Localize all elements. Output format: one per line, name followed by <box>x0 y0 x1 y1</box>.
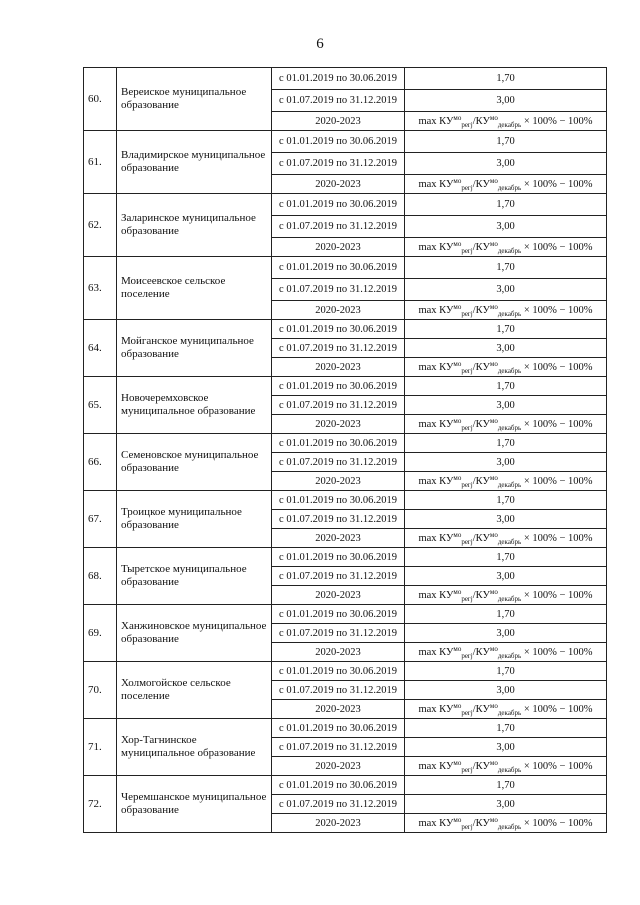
row-number: 71. <box>84 719 117 776</box>
formula-slash: /КУ <box>472 703 490 715</box>
row-number: 63. <box>84 257 117 320</box>
period-first-half: с 01.01.2019 по 30.06.2019 <box>272 776 405 795</box>
formula-sub-2: декабрь <box>497 120 522 129</box>
period-2020-2023: 2020-2023 <box>272 529 405 548</box>
formula-prefix: max КУ <box>418 115 454 127</box>
value-first-half: 1,70 <box>405 662 607 681</box>
formula-sup-1: мо <box>453 113 462 122</box>
municipality-name: Троицкое муниципальное образование <box>117 491 272 548</box>
formula-slash: /КУ <box>472 589 490 601</box>
row-number: 64. <box>84 320 117 377</box>
period-2020-2023: 2020-2023 <box>272 814 405 833</box>
row-number: 70. <box>84 662 117 719</box>
period-first-half: с 01.01.2019 по 30.06.2019 <box>272 605 405 624</box>
period-second-half: с 01.07.2019 по 31.12.2019 <box>272 510 405 529</box>
period-2020-2023: 2020-2023 <box>272 112 405 131</box>
formula-sub-1: регj <box>461 765 473 774</box>
value-first-half: 1,70 <box>405 68 607 90</box>
formula-slash: /КУ <box>472 418 490 430</box>
formula-prefix: max КУ <box>418 817 454 829</box>
formula <box>418 417 592 432</box>
formula-sub-1: регj <box>461 822 473 831</box>
formula-suffix: × 100% − 100% <box>521 241 593 253</box>
value-second-half: 3,00 <box>405 339 607 358</box>
formula-sup-2: мо <box>489 416 498 425</box>
municipality-name: Вереиское муниципальное образование <box>117 68 272 131</box>
formula-sup-2: мо <box>489 758 498 767</box>
formula-prefix: max КУ <box>418 532 454 544</box>
formula-cell <box>405 301 607 320</box>
formula-cell <box>405 757 607 776</box>
period-first-half: с 01.01.2019 по 30.06.2019 <box>272 434 405 453</box>
formula-sub-2: декабрь <box>497 708 522 717</box>
municipality-name: Ханжиновское муниципальное образование <box>117 605 272 662</box>
value-first-half: 1,70 <box>405 377 607 396</box>
formula-suffix: × 100% − 100% <box>521 646 593 658</box>
period-first-half: с 01.01.2019 по 30.06.2019 <box>272 377 405 396</box>
value-second-half: 3,00 <box>405 738 607 757</box>
formula-suffix: × 100% − 100% <box>521 703 593 715</box>
formula-sub-1: регj <box>461 246 473 255</box>
formula-cell <box>405 643 607 662</box>
period-2020-2023: 2020-2023 <box>272 301 405 320</box>
formula-sub-1: регj <box>461 480 473 489</box>
formula <box>418 588 592 603</box>
formula-sub-2: декабрь <box>497 366 522 375</box>
row-number: 62. <box>84 194 117 257</box>
formula-sup-2: мо <box>489 473 498 482</box>
municipality-name: Владимирское муниципальное образование <box>117 131 272 194</box>
formula-suffix: × 100% − 100% <box>521 178 593 190</box>
formula-prefix: max КУ <box>418 760 454 772</box>
value-second-half: 3,00 <box>405 681 607 700</box>
value-second-half: 3,00 <box>405 90 607 112</box>
formula-suffix: × 100% − 100% <box>521 304 593 316</box>
formula <box>418 702 592 717</box>
formula-sup-2: мо <box>489 359 498 368</box>
table-row <box>84 320 607 339</box>
formula-sup-2: мо <box>489 239 498 248</box>
formula-suffix: × 100% − 100% <box>521 475 593 487</box>
period-2020-2023: 2020-2023 <box>272 586 405 605</box>
municipality-name: Моисеевское сельское поселение <box>117 257 272 320</box>
municipality-name: Семеновское муниципальное образование <box>117 434 272 491</box>
row-number: 61. <box>84 131 117 194</box>
formula <box>418 474 592 489</box>
period-first-half: с 01.01.2019 по 30.06.2019 <box>272 194 405 216</box>
period-second-half: с 01.07.2019 по 31.12.2019 <box>272 681 405 700</box>
period-2020-2023: 2020-2023 <box>272 238 405 257</box>
formula-cell <box>405 700 607 719</box>
period-2020-2023: 2020-2023 <box>272 472 405 491</box>
formula-suffix: × 100% − 100% <box>521 760 593 772</box>
value-second-half: 3,00 <box>405 795 607 814</box>
period-second-half: с 01.07.2019 по 31.12.2019 <box>272 279 405 301</box>
formula <box>418 360 592 375</box>
formula-prefix: max КУ <box>418 646 454 658</box>
table-row <box>84 434 607 453</box>
period-second-half: с 01.07.2019 по 31.12.2019 <box>272 567 405 586</box>
formula-sub-1: регj <box>461 423 473 432</box>
formula-sub-1: регj <box>461 537 473 546</box>
table-row <box>84 131 607 153</box>
formula <box>418 303 592 318</box>
formula-cell <box>405 472 607 491</box>
formula-cell <box>405 238 607 257</box>
formula-slash: /КУ <box>472 178 490 190</box>
formula-suffix: × 100% − 100% <box>521 115 593 127</box>
formula <box>418 177 592 192</box>
municipality-name: Черемшанское муниципальное образование <box>117 776 272 833</box>
formula-cell <box>405 586 607 605</box>
formula-sup-1: мо <box>453 644 462 653</box>
formula-sup-1: мо <box>453 758 462 767</box>
municipality-name: Хор-Тагнинское муниципальное образование <box>117 719 272 776</box>
formula-sup-2: мо <box>489 176 498 185</box>
formula-suffix: × 100% − 100% <box>521 418 593 430</box>
row-number: 60. <box>84 68 117 131</box>
municipality-name: Холмогойское сельское поселение <box>117 662 272 719</box>
formula-sup-1: мо <box>453 473 462 482</box>
municipality-name: Заларинское муниципальное образование <box>117 194 272 257</box>
formula-prefix: max КУ <box>418 304 454 316</box>
period-first-half: с 01.01.2019 по 30.06.2019 <box>272 662 405 681</box>
formula-slash: /КУ <box>472 646 490 658</box>
municipality-name: Мойганское муниципальное образование <box>117 320 272 377</box>
formula-cell <box>405 112 607 131</box>
row-number: 69. <box>84 605 117 662</box>
formula-cell <box>405 529 607 548</box>
period-first-half: с 01.01.2019 по 30.06.2019 <box>272 548 405 567</box>
formula-sup-1: мо <box>453 416 462 425</box>
formula-sup-2: мо <box>489 701 498 710</box>
formula <box>418 240 592 255</box>
formula-slash: /КУ <box>472 532 490 544</box>
formula-sub-2: декабрь <box>497 309 522 318</box>
table-row <box>84 776 607 795</box>
formula-prefix: max КУ <box>418 241 454 253</box>
value-first-half: 1,70 <box>405 434 607 453</box>
value-first-half: 1,70 <box>405 719 607 738</box>
formula-sup-1: мо <box>453 530 462 539</box>
formula-sub-1: регj <box>461 366 473 375</box>
period-2020-2023: 2020-2023 <box>272 643 405 662</box>
value-first-half: 1,70 <box>405 776 607 795</box>
formula-sub-1: регj <box>461 594 473 603</box>
row-number: 67. <box>84 491 117 548</box>
formula-sub-1: регj <box>461 120 473 129</box>
row-number: 66. <box>84 434 117 491</box>
value-first-half: 1,70 <box>405 548 607 567</box>
table-row <box>84 719 607 738</box>
tariff-table-body <box>84 68 607 833</box>
value-first-half: 1,70 <box>405 320 607 339</box>
formula-sup-2: мо <box>489 530 498 539</box>
value-second-half: 3,00 <box>405 396 607 415</box>
municipality-name: Новочеремховское муниципальное образование <box>117 377 272 434</box>
table-row <box>84 194 607 216</box>
page-number: 6 <box>316 36 324 52</box>
table-row <box>84 548 607 567</box>
formula-slash: /КУ <box>472 241 490 253</box>
value-first-half: 1,70 <box>405 491 607 510</box>
period-second-half: с 01.07.2019 по 31.12.2019 <box>272 339 405 358</box>
period-second-half: с 01.07.2019 по 31.12.2019 <box>272 153 405 175</box>
formula-sub-2: декабрь <box>497 246 522 255</box>
value-first-half: 1,70 <box>405 605 607 624</box>
table-row <box>84 257 607 279</box>
formula-slash: /КУ <box>472 304 490 316</box>
formula-sup-1: мо <box>453 815 462 824</box>
table-row <box>84 491 607 510</box>
period-second-half: с 01.07.2019 по 31.12.2019 <box>272 453 405 472</box>
period-second-half: с 01.07.2019 по 31.12.2019 <box>272 795 405 814</box>
value-second-half: 3,00 <box>405 216 607 238</box>
value-second-half: 3,00 <box>405 624 607 643</box>
formula-sub-1: регj <box>461 183 473 192</box>
formula <box>418 531 592 546</box>
value-first-half: 1,70 <box>405 194 607 216</box>
formula-sub-2: декабрь <box>497 423 522 432</box>
formula-sup-1: мо <box>453 701 462 710</box>
formula-sup-1: мо <box>453 302 462 311</box>
value-second-half: 3,00 <box>405 510 607 529</box>
period-2020-2023: 2020-2023 <box>272 175 405 194</box>
formula-slash: /КУ <box>472 361 490 373</box>
formula-prefix: max КУ <box>418 418 454 430</box>
table-row <box>84 662 607 681</box>
formula-cell <box>405 175 607 194</box>
tariff-table <box>83 67 607 833</box>
row-number: 72. <box>84 776 117 833</box>
formula-suffix: × 100% − 100% <box>521 817 593 829</box>
period-2020-2023: 2020-2023 <box>272 415 405 434</box>
formula-sub-1: регj <box>461 651 473 660</box>
value-second-half: 3,00 <box>405 567 607 586</box>
formula-sub-2: декабрь <box>497 594 522 603</box>
municipality-name: Тыретское муниципальное образование <box>117 548 272 605</box>
formula-suffix: × 100% − 100% <box>521 589 593 601</box>
formula-sub-2: декабрь <box>497 480 522 489</box>
formula-sub-2: декабрь <box>497 651 522 660</box>
value-first-half: 1,70 <box>405 131 607 153</box>
formula-sup-1: мо <box>453 359 462 368</box>
formula-prefix: max КУ <box>418 589 454 601</box>
formula-sup-1: мо <box>453 239 462 248</box>
value-second-half: 3,00 <box>405 153 607 175</box>
formula-slash: /КУ <box>472 115 490 127</box>
formula-sup-2: мо <box>489 815 498 824</box>
period-first-half: с 01.01.2019 по 30.06.2019 <box>272 491 405 510</box>
formula-sup-1: мо <box>453 176 462 185</box>
formula-slash: /КУ <box>472 475 490 487</box>
formula-slash: /КУ <box>472 817 490 829</box>
period-second-half: с 01.07.2019 по 31.12.2019 <box>272 216 405 238</box>
period-2020-2023: 2020-2023 <box>272 700 405 719</box>
formula-prefix: max КУ <box>418 703 454 715</box>
formula-cell <box>405 814 607 833</box>
row-number: 68. <box>84 548 117 605</box>
period-second-half: с 01.07.2019 по 31.12.2019 <box>272 738 405 757</box>
table-row <box>84 605 607 624</box>
table-row <box>84 377 607 396</box>
formula-suffix: × 100% − 100% <box>521 361 593 373</box>
formula-sub-2: декабрь <box>497 537 522 546</box>
formula <box>418 645 592 660</box>
formula-slash: /КУ <box>472 760 490 772</box>
formula-sub-1: регj <box>461 309 473 318</box>
formula-sub-2: декабрь <box>497 822 522 831</box>
formula-sup-2: мо <box>489 302 498 311</box>
period-first-half: с 01.01.2019 по 30.06.2019 <box>272 68 405 90</box>
formula <box>418 816 592 831</box>
formula <box>418 114 592 129</box>
table-row <box>84 68 607 90</box>
period-2020-2023: 2020-2023 <box>272 358 405 377</box>
formula-sub-2: декабрь <box>497 183 522 192</box>
row-number: 65. <box>84 377 117 434</box>
formula-sub-1: регj <box>461 708 473 717</box>
formula-suffix: × 100% − 100% <box>521 532 593 544</box>
formula-sup-1: мо <box>453 587 462 596</box>
period-second-half: с 01.07.2019 по 31.12.2019 <box>272 624 405 643</box>
formula-cell <box>405 415 607 434</box>
formula-prefix: max КУ <box>418 361 454 373</box>
period-second-half: с 01.07.2019 по 31.12.2019 <box>272 90 405 112</box>
formula-sub-2: декабрь <box>497 765 522 774</box>
period-first-half: с 01.01.2019 по 30.06.2019 <box>272 131 405 153</box>
formula-prefix: max КУ <box>418 178 454 190</box>
formula <box>418 759 592 774</box>
period-first-half: с 01.01.2019 по 30.06.2019 <box>272 719 405 738</box>
formula-sup-2: мо <box>489 644 498 653</box>
formula-sup-2: мо <box>489 587 498 596</box>
period-second-half: с 01.07.2019 по 31.12.2019 <box>272 396 405 415</box>
period-2020-2023: 2020-2023 <box>272 757 405 776</box>
value-second-half: 3,00 <box>405 279 607 301</box>
formula-cell <box>405 358 607 377</box>
period-first-half: с 01.01.2019 по 30.06.2019 <box>272 257 405 279</box>
formula-sup-2: мо <box>489 113 498 122</box>
value-first-half: 1,70 <box>405 257 607 279</box>
value-second-half: 3,00 <box>405 453 607 472</box>
formula-prefix: max КУ <box>418 475 454 487</box>
period-first-half: с 01.01.2019 по 30.06.2019 <box>272 320 405 339</box>
